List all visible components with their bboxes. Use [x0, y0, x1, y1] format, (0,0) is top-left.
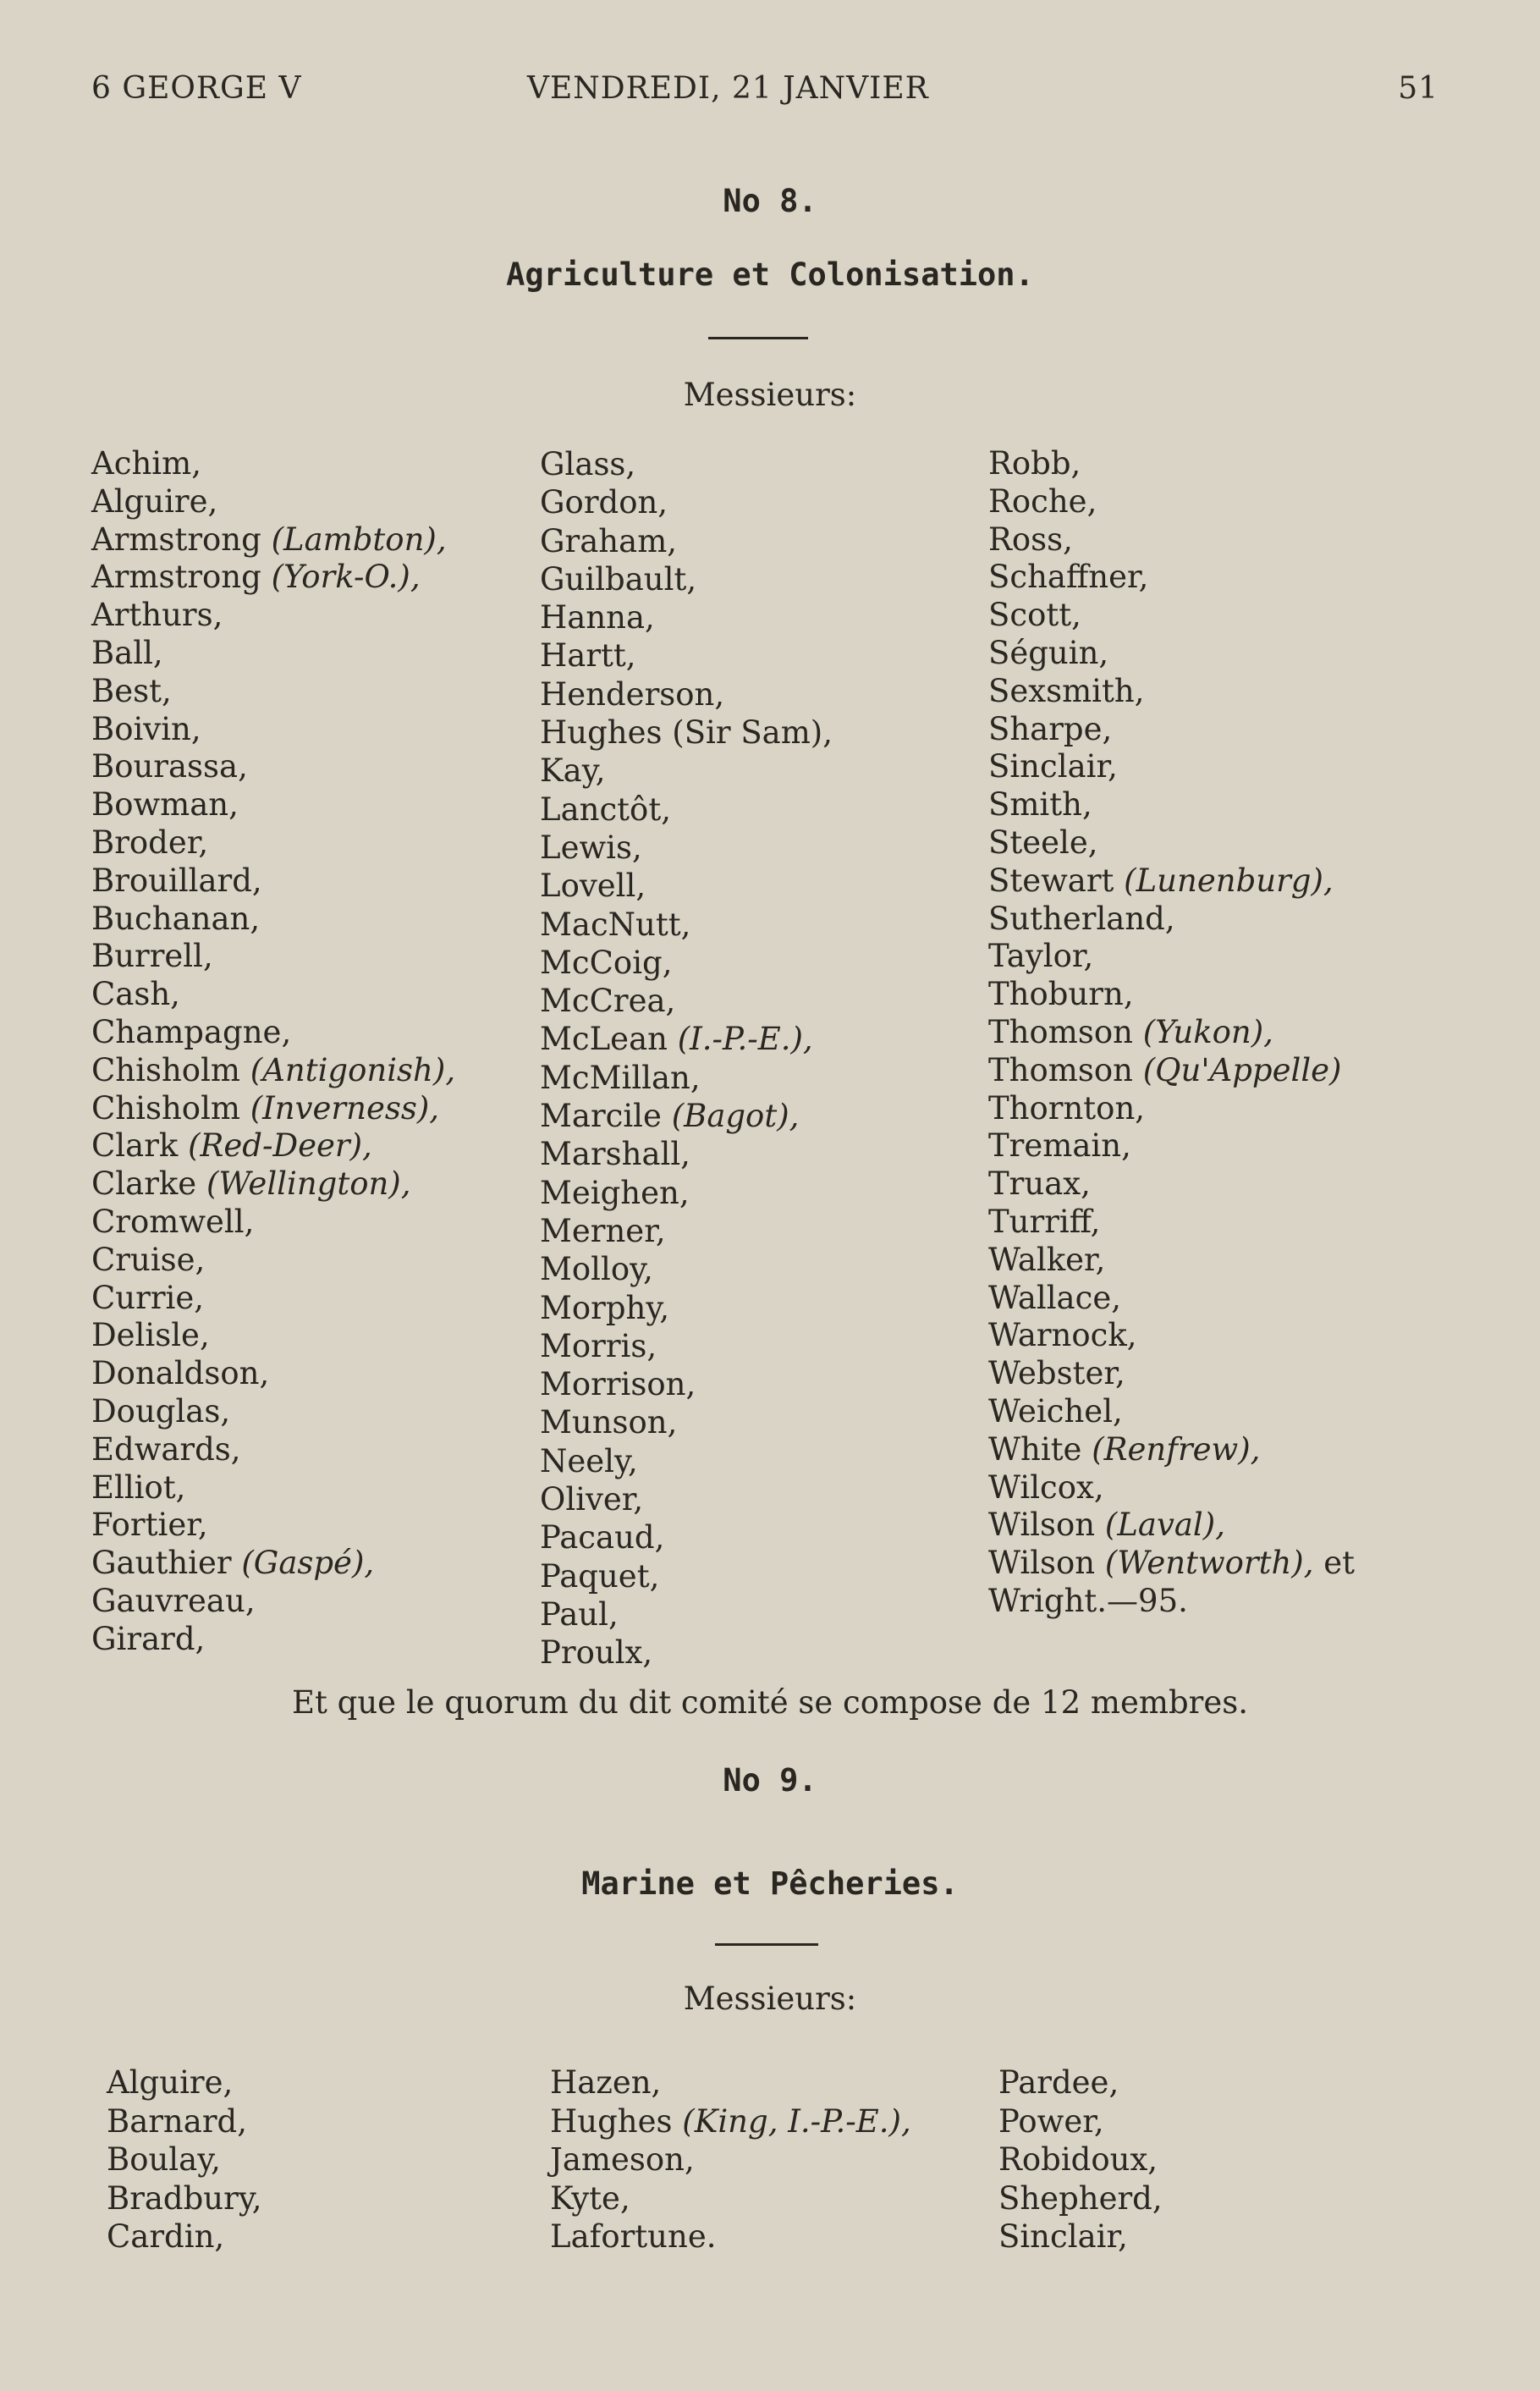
- member-riding: (Antigonish),: [250, 1051, 456, 1088]
- member-name: [91, 483, 455, 521]
- member-surname: Morrison,: [540, 1366, 696, 1403]
- section-9-rule: [715, 1943, 818, 1946]
- member-name: [988, 748, 1355, 786]
- member-name: [540, 1097, 833, 1135]
- member-riding: (Qu'Appelle): [1142, 1051, 1342, 1088]
- section-9-column-2: [550, 2063, 911, 2256]
- member-surname: Ross,: [988, 521, 1073, 558]
- member-surname: Burrell,: [91, 938, 213, 975]
- member-name: [998, 2140, 1163, 2179]
- member-name: [998, 2179, 1163, 2218]
- member-surname: Paul,: [540, 1595, 619, 1633]
- member-name: [988, 824, 1355, 862]
- member-name: [91, 559, 455, 597]
- member-name: [540, 1442, 833, 1480]
- member-name: [107, 2179, 262, 2218]
- member-name: [540, 560, 833, 598]
- member-surname: Alguire,: [107, 2064, 234, 2101]
- member-name: [540, 1020, 833, 1058]
- member-name: [988, 521, 1355, 559]
- member-name: [91, 1242, 455, 1280]
- member-surname: McLean: [540, 1021, 678, 1058]
- member-name: [988, 938, 1355, 976]
- member-name: [107, 2140, 262, 2179]
- member-surname: Walker,: [988, 1241, 1106, 1278]
- section-8-number: No 8.: [723, 183, 817, 219]
- member-surname: Warnock,: [988, 1317, 1137, 1354]
- member-name: [540, 636, 833, 675]
- member-name: [91, 597, 455, 635]
- member-surname: Jameson,: [550, 2141, 695, 2178]
- section-9-number: No 9.: [723, 1762, 817, 1799]
- member-surname: Boulay,: [107, 2141, 221, 2178]
- member-name: [91, 862, 455, 901]
- member-name: [540, 1480, 833, 1518]
- member-surname: MacNutt,: [540, 906, 691, 943]
- member-surname: Wilson: [988, 1545, 1105, 1582]
- member-surname: Gordon,: [540, 484, 668, 521]
- member-surname: Merner,: [540, 1212, 666, 1249]
- member-surname: Thornton,: [988, 1089, 1146, 1127]
- member-surname: Bradbury,: [107, 2179, 262, 2217]
- member-name: [540, 982, 833, 1020]
- member-name: [550, 2063, 911, 2102]
- member-surname: Marshall,: [540, 1136, 690, 1173]
- member-name: [91, 635, 455, 673]
- member-name: [91, 1469, 455, 1507]
- member-surname: Hughes (Sir Sam),: [540, 714, 833, 752]
- member-name: [91, 1545, 455, 1583]
- list-conjunction: et: [1313, 1545, 1356, 1582]
- member-surname: Robidoux,: [998, 2141, 1158, 2178]
- section-9-column-1: [107, 2063, 262, 2256]
- member-name: [91, 938, 455, 976]
- member-riding: (York-O.),: [271, 559, 421, 596]
- member-name: [540, 867, 833, 905]
- member-surname: Robb,: [988, 445, 1081, 482]
- member-riding: (Wellington),: [206, 1165, 411, 1203]
- member-name: [550, 2217, 911, 2256]
- member-name: [540, 1327, 833, 1365]
- member-name: [540, 1135, 833, 1173]
- member-surname: Wilson: [988, 1507, 1105, 1544]
- member-surname: McCrea,: [540, 983, 676, 1020]
- member-name: [91, 748, 455, 786]
- member-surname: Morphy,: [540, 1289, 670, 1326]
- member-name: [91, 824, 455, 862]
- member-surname: Molloy,: [540, 1251, 653, 1288]
- section-9-title: Marine et Pêcheries.: [581, 1865, 959, 1902]
- member-surname: Lovell,: [540, 868, 646, 905]
- member-surname: Roche,: [988, 482, 1097, 520]
- member-surname: Henderson,: [540, 675, 725, 713]
- member-name: [550, 2140, 911, 2179]
- member-surname: Sexsmith,: [988, 672, 1145, 709]
- member-name: [91, 1621, 455, 1659]
- member-surname: Armstrong: [91, 559, 272, 596]
- member-riding: (I.-P.-E.),: [677, 1021, 813, 1058]
- member-surname: Schaffner,: [988, 559, 1149, 596]
- member-surname: Boivin,: [91, 710, 201, 747]
- member-name: [988, 976, 1355, 1014]
- member-surname: Currie,: [91, 1279, 205, 1316]
- member-name: [540, 1212, 833, 1250]
- member-name: [988, 1014, 1355, 1052]
- member-riding: (Wentworth),: [1104, 1545, 1314, 1582]
- running-header: [91, 71, 1438, 113]
- member-surname: Meighen,: [540, 1174, 690, 1211]
- member-name: [91, 1204, 455, 1242]
- page-number: 51: [1398, 71, 1438, 106]
- section-9-column-3: [998, 2063, 1163, 2256]
- member-surname: Clarke: [91, 1165, 206, 1203]
- member-riding: (Yukon),: [1142, 1013, 1273, 1050]
- member-surname: Brouillard,: [91, 862, 262, 899]
- member-name: [540, 1595, 833, 1633]
- member-name: [91, 1355, 455, 1393]
- member-surname: Steele,: [988, 824, 1098, 861]
- member-name: [107, 2217, 262, 2256]
- member-name: [988, 1583, 1355, 1621]
- member-name: [988, 1393, 1355, 1431]
- member-name: [540, 1250, 833, 1288]
- member-surname: Shepherd,: [998, 2179, 1163, 2217]
- member-surname: Gauvreau,: [91, 1582, 256, 1619]
- member-riding: (Lambton),: [271, 521, 447, 558]
- member-surname: Graham,: [540, 522, 678, 559]
- member-surname: Pardee,: [998, 2064, 1119, 2101]
- header-date: VENDREDI, 21 JANVIER: [527, 71, 929, 106]
- section-9-salutation: Messieurs:: [683, 1981, 857, 2017]
- member-surname: Clark: [91, 1127, 189, 1165]
- member-surname: Ball,: [91, 634, 163, 671]
- member-name: [988, 1127, 1355, 1165]
- member-name: [91, 1090, 455, 1128]
- member-surname: Chisholm: [91, 1051, 250, 1088]
- member-name: [988, 862, 1355, 901]
- member-name: [988, 901, 1355, 939]
- member-name: [107, 2102, 262, 2141]
- member-surname: Achim,: [91, 445, 201, 482]
- member-surname: Wallace,: [988, 1279, 1121, 1316]
- member-surname: Douglas,: [91, 1392, 231, 1430]
- member-name: [998, 2102, 1163, 2141]
- member-surname: McMillan,: [540, 1059, 701, 1096]
- member-surname: Smith,: [988, 786, 1092, 824]
- member-name: [988, 1545, 1355, 1583]
- member-name: [988, 559, 1355, 597]
- member-surname: Gauthier: [91, 1545, 242, 1582]
- member-surname: Neely,: [540, 1442, 638, 1479]
- member-name: [988, 597, 1355, 635]
- member-name: [91, 1165, 455, 1204]
- member-name: [107, 2063, 262, 2102]
- section-8-column-3: [988, 445, 1355, 1621]
- member-surname: Proulx,: [540, 1634, 653, 1672]
- member-surname: Marcile: [540, 1098, 672, 1135]
- member-surname: Séguin,: [988, 634, 1109, 671]
- member-surname: Broder,: [91, 824, 209, 861]
- member-surname: Tremain,: [988, 1127, 1131, 1165]
- header-regnal-year: 6 GEORGE V: [91, 71, 302, 106]
- member-name: [998, 2063, 1163, 2102]
- section-8-column-1: [91, 445, 455, 1659]
- member-name: [540, 944, 833, 982]
- member-name: [540, 1289, 833, 1327]
- section-8-title: Agriculture et Colonisation.: [506, 256, 1034, 293]
- member-name: [91, 1317, 455, 1355]
- member-name: [540, 522, 833, 560]
- member-name: [988, 711, 1355, 749]
- member-name: [540, 445, 833, 483]
- member-surname: Morris,: [540, 1327, 657, 1364]
- member-name: [988, 673, 1355, 711]
- member-surname: Donaldson,: [91, 1355, 270, 1392]
- member-surname: Fortier,: [91, 1507, 208, 1544]
- member-name: [988, 1317, 1355, 1355]
- member-surname: Thomson: [988, 1051, 1143, 1088]
- member-surname: Champagne,: [91, 1013, 292, 1050]
- member-surname: Cash,: [91, 976, 180, 1013]
- member-surname: Lafortune.: [550, 2218, 717, 2255]
- member-surname: Oliver,: [540, 1481, 644, 1518]
- member-surname: Stewart: [988, 862, 1125, 899]
- section-8-rule: [708, 337, 808, 339]
- member-name: [988, 445, 1355, 483]
- member-name: [540, 1059, 833, 1097]
- member-riding: (Bagot),: [671, 1098, 800, 1135]
- member-name: [91, 1507, 455, 1545]
- member-riding: (Red-Deer),: [188, 1127, 372, 1165]
- member-surname: Cromwell,: [91, 1203, 255, 1240]
- member-surname: Alguire,: [91, 482, 218, 520]
- member-name: [988, 1507, 1355, 1545]
- member-surname: McCoig,: [540, 944, 673, 981]
- member-name: [91, 1127, 455, 1165]
- member-name: [540, 1557, 833, 1595]
- member-surname: Lewis,: [540, 829, 642, 866]
- member-surname: Bourassa,: [91, 748, 248, 785]
- member-name: [540, 598, 833, 636]
- member-surname: Elliot,: [91, 1468, 186, 1506]
- member-surname: Bowman,: [91, 786, 239, 824]
- member-surname: Munson,: [540, 1404, 678, 1441]
- member-surname: Thomson: [988, 1013, 1143, 1050]
- member-name: [988, 1052, 1355, 1090]
- member-surname: Scott,: [988, 597, 1081, 634]
- member-surname: Barnard,: [107, 2102, 247, 2140]
- member-name: [540, 906, 833, 944]
- member-surname: Buchanan,: [91, 900, 261, 937]
- member-surname: Wright.—95.: [988, 1582, 1188, 1619]
- member-name: [540, 1403, 833, 1441]
- member-surname: Truax,: [988, 1165, 1091, 1203]
- member-name: [998, 2217, 1163, 2256]
- member-name: [91, 673, 455, 711]
- member-surname: Pacaud,: [540, 1519, 665, 1556]
- member-surname: Delisle,: [91, 1317, 210, 1354]
- member-name: [540, 483, 833, 521]
- member-name: [540, 713, 833, 752]
- member-name: [540, 829, 833, 867]
- member-surname: Kay,: [540, 752, 606, 790]
- member-surname: Best,: [91, 672, 172, 709]
- member-surname: Girard,: [91, 1620, 206, 1657]
- section-8-column-2: [540, 445, 833, 1672]
- member-surname: Chisholm: [91, 1089, 250, 1127]
- member-name: [91, 1014, 455, 1052]
- member-name: [550, 2179, 911, 2218]
- quorum-statement: Et que le quorum du dit comité se compose de 12 membres.: [292, 1684, 1248, 1721]
- member-name: [91, 1393, 455, 1431]
- member-name: [91, 1280, 455, 1318]
- member-surname: Power,: [998, 2102, 1104, 2140]
- member-name: [91, 1431, 455, 1469]
- member-surname: Hanna,: [540, 599, 655, 636]
- member-name: [91, 521, 455, 559]
- member-name: [91, 1052, 455, 1090]
- member-surname: Kyte,: [550, 2179, 630, 2217]
- member-surname: Sharpe,: [988, 710, 1113, 747]
- member-surname: Hughes: [550, 2102, 683, 2140]
- member-name: [91, 786, 455, 824]
- member-riding: (Inverness),: [250, 1089, 440, 1127]
- member-name: [988, 1469, 1355, 1507]
- member-surname: Thoburn,: [988, 976, 1134, 1013]
- member-surname: Weichel,: [988, 1392, 1123, 1430]
- member-name: [988, 1242, 1355, 1280]
- member-name: [988, 1204, 1355, 1242]
- member-name: [91, 1583, 455, 1621]
- member-surname: Cardin,: [107, 2218, 225, 2255]
- member-name: [540, 1174, 833, 1212]
- member-name: [988, 1165, 1355, 1204]
- member-surname: Cruise,: [91, 1241, 206, 1278]
- member-surname: Hazen,: [550, 2064, 662, 2101]
- member-surname: Webster,: [988, 1355, 1125, 1392]
- member-name: [988, 1090, 1355, 1128]
- member-surname: Sinclair,: [988, 748, 1118, 785]
- member-name: [988, 1355, 1355, 1393]
- member-surname: Sinclair,: [998, 2218, 1128, 2255]
- member-surname: Sutherland,: [988, 900, 1175, 937]
- member-riding: (Gaspé),: [241, 1545, 375, 1582]
- member-name: [540, 1633, 833, 1672]
- member-riding: (Lunenburg),: [1124, 862, 1334, 899]
- member-surname: Lanctôt,: [540, 791, 671, 828]
- member-surname: Paquet,: [540, 1557, 660, 1595]
- section-8-salutation: Messieurs:: [683, 377, 857, 413]
- member-name: [91, 901, 455, 939]
- member-riding: (King, I.-P.-E.),: [682, 2102, 911, 2140]
- member-surname: Hartt,: [540, 637, 636, 675]
- member-surname: Glass,: [540, 446, 636, 482]
- member-name: [988, 786, 1355, 824]
- member-surname: Wilcox,: [988, 1468, 1104, 1506]
- member-name: [988, 1280, 1355, 1318]
- member-name: [540, 791, 833, 829]
- member-name: [988, 635, 1355, 673]
- member-name: [540, 1365, 833, 1403]
- member-name: [91, 445, 455, 483]
- member-surname: Edwards,: [91, 1430, 241, 1468]
- member-name: [550, 2102, 911, 2141]
- member-surname: Armstrong: [91, 521, 272, 558]
- member-surname: Guilbault,: [540, 560, 697, 598]
- member-riding: (Laval),: [1104, 1507, 1225, 1544]
- member-name: [91, 976, 455, 1014]
- member-surname: Turriff,: [988, 1203, 1101, 1240]
- member-name: [988, 483, 1355, 521]
- member-surname: Arthurs,: [91, 597, 223, 634]
- member-surname: White: [988, 1430, 1092, 1468]
- member-name: [540, 1518, 833, 1556]
- member-name: [988, 1431, 1355, 1469]
- member-name: [540, 675, 833, 713]
- member-riding: (Renfrew),: [1092, 1430, 1261, 1468]
- member-name: [540, 752, 833, 790]
- member-name: [91, 711, 455, 749]
- member-surname: Taylor,: [988, 938, 1094, 975]
